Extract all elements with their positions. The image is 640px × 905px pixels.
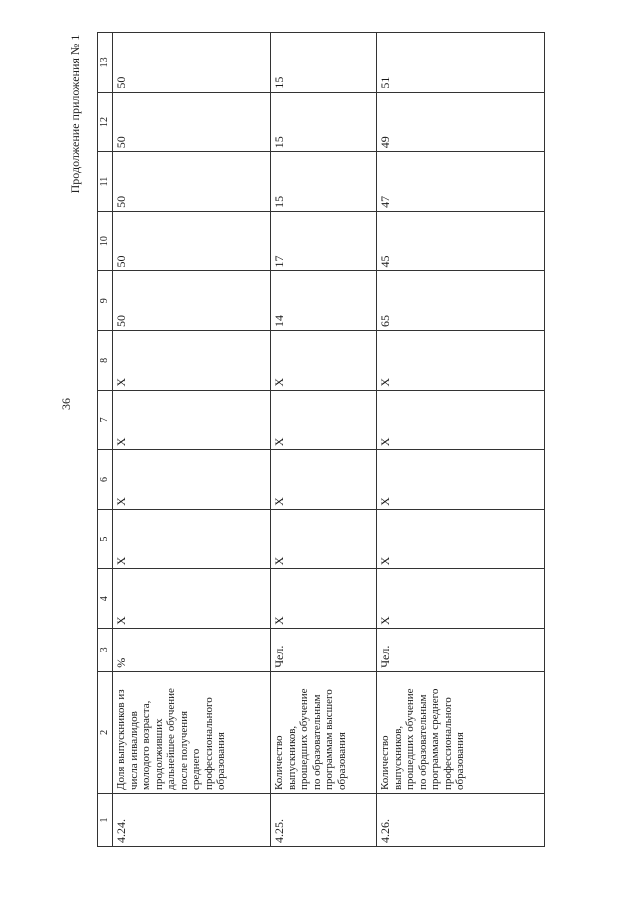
header-cell: 2 — [98, 671, 113, 793]
header-cell: 13 — [98, 33, 113, 93]
header-cell: 4 — [98, 569, 113, 629]
value-cell: 15 — [271, 33, 377, 93]
table-row — [377, 33, 545, 847]
value-cell: 50 — [113, 33, 271, 93]
header-row — [98, 33, 113, 847]
row-unit: Чел. — [377, 629, 545, 672]
value-cell: X — [377, 569, 545, 629]
row-description: Доля выпускников из числа инвалидов молодого возраста, продолживших дальнейшее обучение после получения среднего профессионального образования — [113, 671, 271, 793]
value-cell: 50 — [113, 92, 271, 152]
continuation-label: Продолжение приложения № 1 — [68, 34, 82, 194]
value-cell: 50 — [113, 152, 271, 212]
row-number: 4.26. — [377, 794, 545, 847]
value-cell: X — [377, 509, 545, 569]
value-cell: 15 — [271, 92, 377, 152]
row-unit: Чел. — [271, 629, 377, 672]
value-cell: X — [113, 450, 271, 510]
header-cell: 3 — [98, 629, 113, 672]
header-cell: 7 — [98, 390, 113, 450]
value-cell: 45 — [377, 211, 545, 271]
header-cell: 9 — [98, 271, 113, 331]
header-cell: 6 — [98, 450, 113, 510]
header-cell: 12 — [98, 92, 113, 152]
row-number: 4.24. — [113, 794, 271, 847]
value-cell: X — [271, 331, 377, 391]
value-cell: X — [271, 509, 377, 569]
value-cell: 49 — [377, 92, 545, 152]
value-cell: X — [113, 509, 271, 569]
header-cell: 10 — [98, 211, 113, 271]
value-cell: 15 — [271, 152, 377, 212]
header-cell: 11 — [98, 152, 113, 212]
value-cell: X — [377, 390, 545, 450]
value-cell: 65 — [377, 271, 545, 331]
value-cell: 17 — [271, 211, 377, 271]
header-cell: 8 — [98, 331, 113, 391]
value-cell: X — [377, 450, 545, 510]
page-number: 36 — [59, 398, 73, 410]
value-cell: X — [271, 450, 377, 510]
value-cell: X — [113, 390, 271, 450]
value-cell: X — [113, 569, 271, 629]
value-cell: 50 — [113, 271, 271, 331]
value-cell: 14 — [271, 271, 377, 331]
row-description: Количество выпускников, прошедших обучение по образовательным программам среднего профессионального образования — [377, 671, 545, 793]
value-cell: X — [271, 390, 377, 450]
indicators-table — [97, 32, 545, 847]
table-row — [113, 33, 271, 847]
header-cell: 1 — [98, 794, 113, 847]
header-cell: 5 — [98, 509, 113, 569]
value-cell: 51 — [377, 33, 545, 93]
row-unit: % — [113, 629, 271, 672]
value-cell: 50 — [113, 211, 271, 271]
table-row — [271, 33, 377, 847]
value-cell: X — [113, 331, 271, 391]
row-description: Количество выпускников, прошедших обучение по образовательным программам высшего образования — [271, 671, 377, 793]
row-number: 4.25. — [271, 794, 377, 847]
value-cell: X — [377, 331, 545, 391]
value-cell: 47 — [377, 152, 545, 212]
table-container — [97, 32, 544, 847]
value-cell: X — [271, 569, 377, 629]
